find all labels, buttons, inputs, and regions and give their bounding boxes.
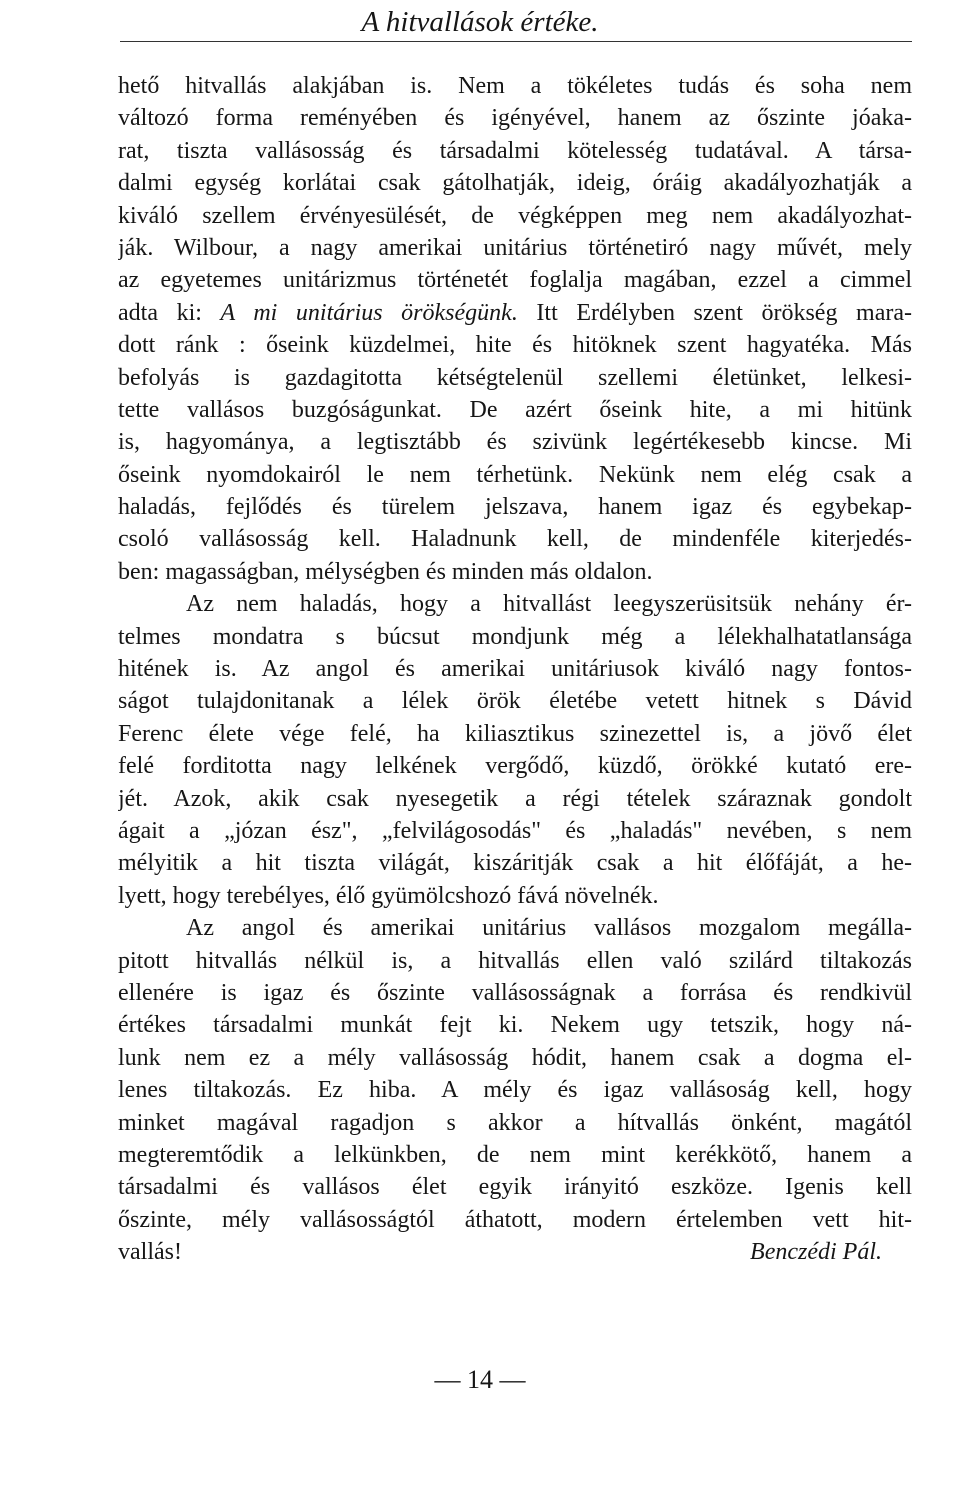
text-line: haladás, fejlődés és türelem jelszava, hanem igaz és egybekap- (118, 494, 912, 521)
text-line: társadalmi és vallásos élet egyik irányitó eszköze. Igenis kell (118, 1174, 912, 1201)
text-line: őseink nyomdokairól le nem térhetünk. Nekünk nem elég csak a (118, 461, 912, 488)
text-line: ben: magasságban, mélységben és minden más oldalon. (118, 558, 653, 585)
text-line: változó forma reményében és igényével, hanem az őszinte jóaka- (118, 105, 912, 132)
text-line: megteremtődik a lelkünkben, de nem mint kerékkötő, hanem a (118, 1141, 912, 1168)
header-rule (120, 41, 912, 42)
line-segment: adta ki: (118, 299, 221, 326)
text-line-with-title (118, 297, 912, 329)
text-line: Az nem haladás, hogy a hitvallást leegyszerüsitsük nehány ér- (186, 591, 912, 618)
text-line: hitének is. Az angol és amerikai unitáriusok kiváló nagy fontos- (118, 656, 912, 683)
closing-text: vallás! (118, 1239, 182, 1266)
book-title: A mi unitárius örökségünk. (220, 299, 518, 326)
text-line: ágait a „józan ész", „felvilágosodás" és „haladás" nevében, s nem (118, 817, 912, 844)
text-line: Ferenc élete vége felé, ha kiliasztikus szinezettel is, a jövő élet (118, 720, 912, 747)
text-line: befolyás is gazdagitotta kétségtelenül szellemi életünket, lelkesi- (118, 364, 912, 391)
text-line: dalmi egység korlátai csak gátolhatják, ideig, óráig akadályozhatják a (118, 170, 912, 197)
text-line: lenes tiltakozás. Ez hiba. A mély és igaz vallásoság kell, hogy (118, 1077, 912, 1104)
text-line: csoló vallásosság kell. Haladnunk kell, de mindenféle kiterjedés- (118, 526, 912, 553)
text-line: ják. Wilbour, a nagy amerikai unitárius történetiró nagy művét, mely (118, 234, 912, 261)
text-line: jét. Azok, akik csak nyesegetik a régi tételek száraznak gondolt (118, 785, 912, 812)
text-line: ságot tulajdonitanak a lélek örök életébe vetett hitnek s Dávid (118, 688, 912, 715)
text-line: értékes társadalmi munkát fejt ki. Nekem ugy tetszik, hogy ná- (118, 1012, 912, 1039)
page-number: — 14 — (434, 1365, 526, 1394)
body-text (118, 70, 912, 1268)
text-line: rat, tiszta vallásosság és társadalmi kötelesség tudatával. A társa- (118, 137, 912, 164)
text-line: mélyitik a hit tiszta világát, kiszáritják csak a hit élőfáját, a he- (118, 850, 912, 877)
running-title: A hitvallások értéke. (361, 6, 599, 38)
text-line: dott ránk : őseink küzdelmei, hite és hitöknek szent hagyatéka. Más (118, 332, 912, 359)
text-line: őszinte, mély vallásosságtól áthatott, modern értelemben vett hit- (118, 1206, 912, 1233)
text-line: telmes mondatra s búcsut mondjunk még a lélekhalhatatlansága (118, 623, 912, 650)
line-segment: Itt Erdélyben szent örökség mara- (517, 299, 912, 326)
author-signature: Benczédi Pál. (750, 1239, 882, 1266)
text-line: lunk nem ez a mély vallásosság hódit, hanem csak a dogma el- (118, 1044, 912, 1071)
text-line: Az angol és amerikai unitárius vallásos mozgalom megálla- (186, 915, 912, 942)
text-line: ellenére is igaz és őszinte vallásosságnak a forrása és rendkivül (118, 979, 912, 1006)
text-line: felé forditotta nagy lelkének vergődő, küzdő, örökké kutató ere- (118, 753, 912, 780)
text-line: lyett, hogy terebélyes, élő gyümölcshozó fává növelnék. (118, 882, 659, 909)
text-line: az egyetemes unitárizmus történetét foglalja magában, ezzel a cimmel (118, 267, 912, 294)
text-line: minket magával ragadjon s akkor a hítvallás önként, magától (118, 1109, 912, 1136)
text-line: tette vallásos buzgóságunkat. De azért őseink hite, a mi hitünk (118, 396, 912, 423)
closing-line (118, 1236, 912, 1268)
text-line: hető hitvallás alakjában is. Nem a tökéletes tudás és soha nem (118, 73, 912, 99)
text-line: is, hagyománya, a legtisztább és szivünk legértékesebb kincse. Mi (118, 429, 912, 456)
text-line: pitott hitvallás nélkül is, a hitvallás ellen való szilárd tiltakozás (118, 947, 912, 974)
text-line: kiváló szellem érvényesülését, de végképpen meg nem akadályozhat- (118, 202, 912, 229)
